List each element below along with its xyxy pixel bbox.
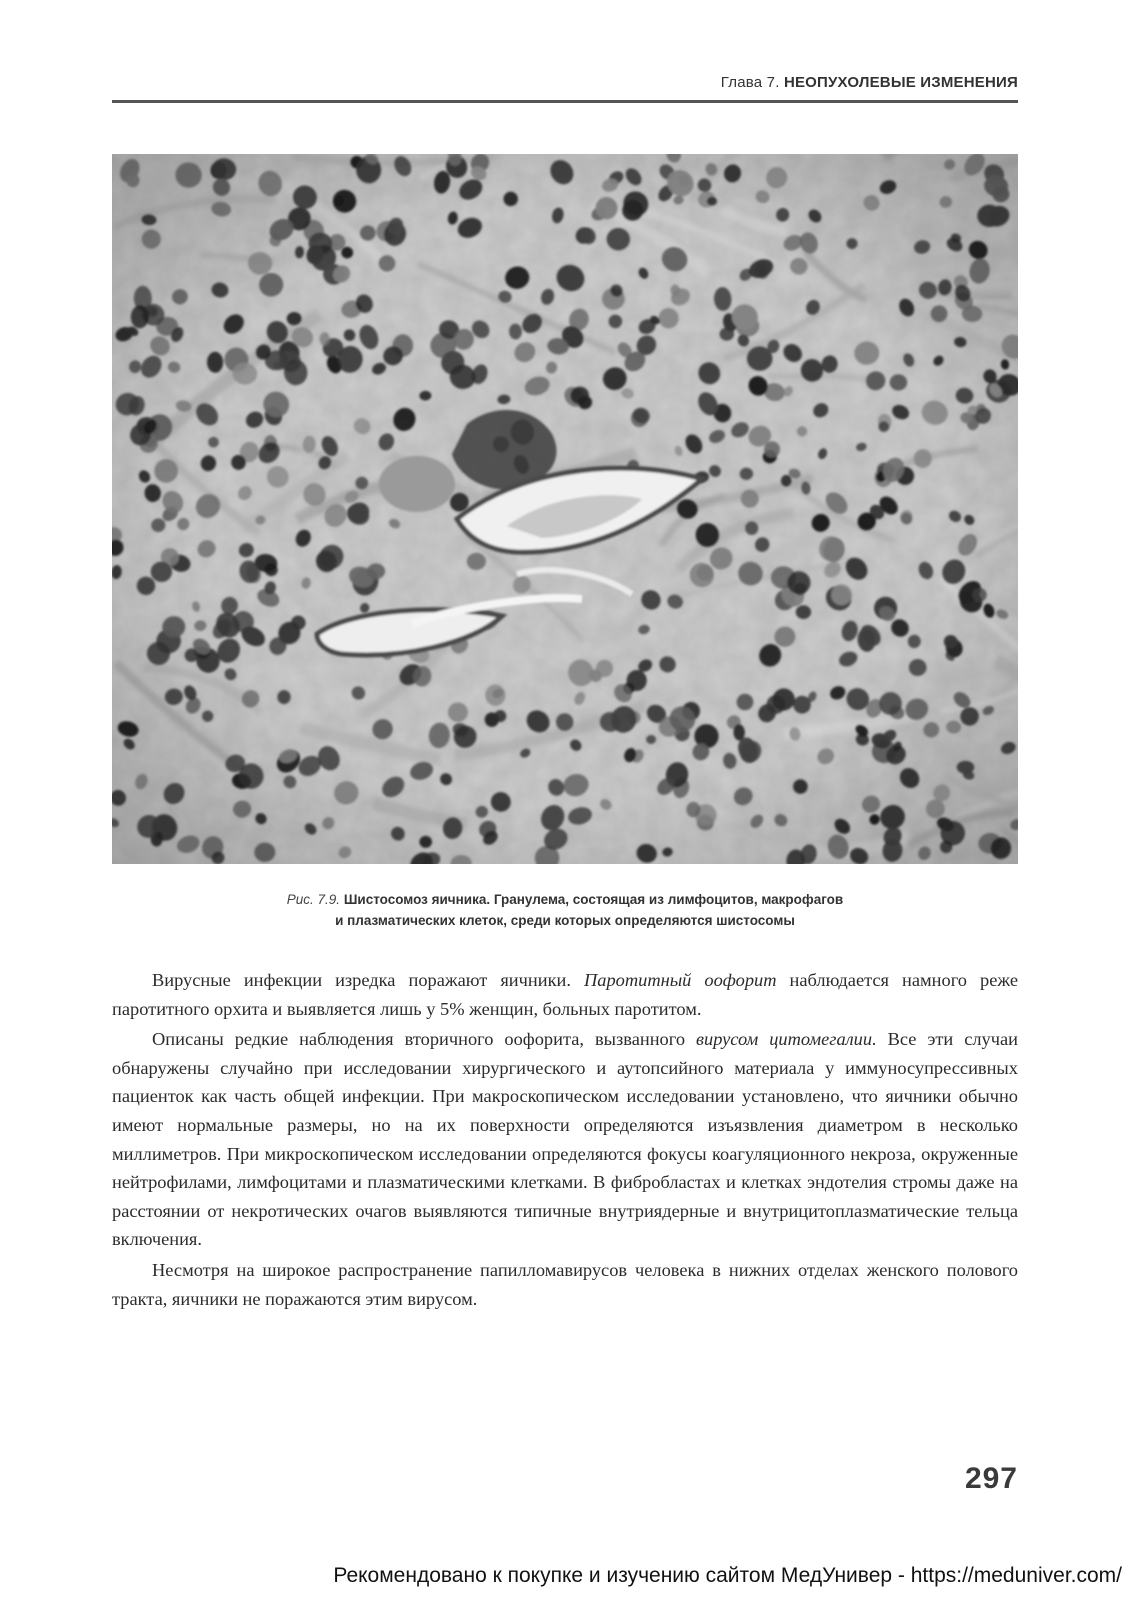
figure-label: Рис. 7.9. [286, 892, 341, 907]
figure-caption [112, 889, 1018, 931]
p1-text-a: Вирусные инфекции изредка поражают яичники. [152, 970, 584, 990]
header-rule [112, 100, 1018, 103]
p2-term: вирусом цитомегалии. [696, 1029, 877, 1050]
micrograph-image [112, 154, 1018, 864]
chapter-title: НЕОПУХОЛЕВЫЕ ИЗМЕНЕНИЯ [783, 74, 1018, 91]
caption-text-1: Шистосомоз яичника. Гранулема, состоящая из лимфоцитов, макрофагов [343, 892, 844, 907]
caption-line-1 [112, 889, 1018, 910]
p1-term: Паротитный оофорит [583, 970, 777, 990]
body-text [112, 966, 1018, 1315]
p2-text-b: Все эти случаи обнаружены случайно при исследовании хирургического и аутопсийного материала у иммуносупрессивных пациенток как часть общей инфекции. При макроскопическом исследовании установлено, что яичники обычно имеют нормальные размеры, но на их поверхности определяются изъязвления диаметром в несколько миллиметров. При микроскопическом исследовании определяются фокусы коагуляционного некроза, окруженные нейтрофилами, лимфоцитами и плазматическими клетками. В фибробластах и клетках эндотелия стромы даже на расстоянии от некротических очагов выявляются типичные внутриядерные и внутрицитоплазматические тельца включения. [112, 1029, 1018, 1250]
p2-text-a: Описаны редкие наблюдения вторичного оофорита, вызванного [152, 1029, 697, 1050]
p1-text-b: наблюдается намного реже паротитного орхита и выявляется лишь у 5% женщин, больных паротитом. [112, 970, 1018, 1019]
watermark-link[interactable]: Рекомендовано к покупке и изучению сайтом МедУнивер - https://meduniver.com/ [333, 1564, 1122, 1587]
micrograph-figure [112, 154, 1018, 864]
paragraph-1 [112, 966, 1018, 1023]
paragraph-3: Несмотря на широкое распространение папилломавирусов человека в нижних отделах женского полового тракта, яичники не поражаются этим вирусом. [112, 1259, 1018, 1309]
caption-text-2: и плазматических клеток, среди которых определяются шистосомы [335, 913, 795, 928]
chapter-label: Глава 7. [720, 74, 780, 91]
page-number: 297 [964, 1462, 1018, 1495]
running-head [112, 74, 1018, 91]
paragraph-2 [112, 1025, 1018, 1254]
